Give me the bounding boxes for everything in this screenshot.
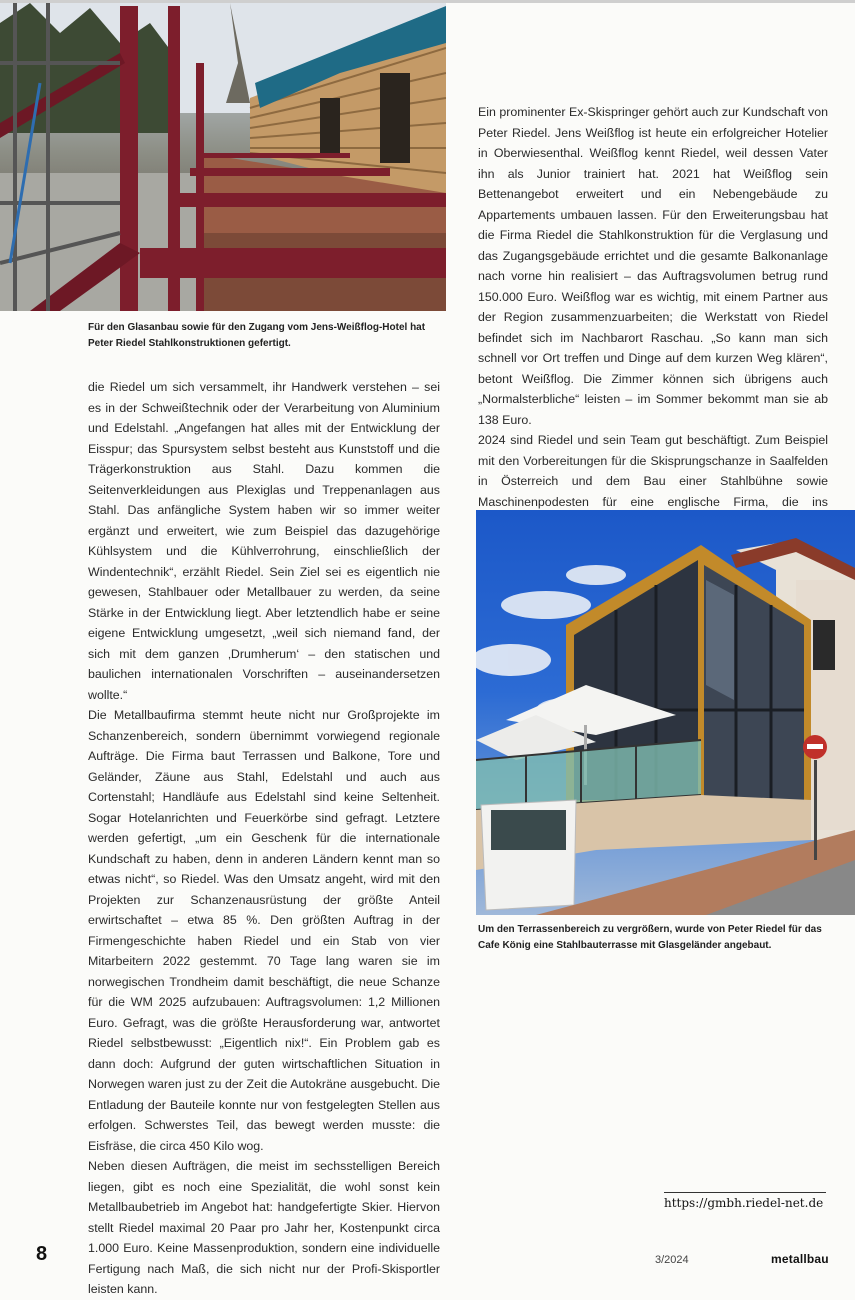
- url-rule: [664, 1192, 826, 1193]
- photo2-caption: Um den Terrassenbereich zu vergrößern, wurde von Peter Riedel für das Cafe König eine Stahlbauterrasse mit Glasgeländer angebaut.: [478, 924, 822, 951]
- left-paragraph-2: Die Metallbaufirma stemmt heute nicht nur Großprojekte im Schanzenbereich, sondern übernimmt vorwiegend regionale Aufträge. Die Firma baut Terrassen und Balkone, Tore und Geländer, Zäune aus Stahl, Edelstahl und auch aus Cortenstahl; Handläufe aus Edelstahl sind keine Seltenheit. Sogar Hotelanrichten und Feuerkörbe sind gefragt. Letztere werden gefertigt, „um ein Geschenk für die internationale Kundschaft zu haben, denn in anderen Ländern kennt man so etwas nicht“, so Riedel. Was den Umsatz angeht, wird mit den Projekten zur Schanzenausrüstung der größte Anteil erwirtschaftet – etwa 85 %. Den größten Auftrag in der Firmengeschichte haben Riedel und ein Stab von vier Mitarbeitern 2022 gestemmt. 70 Tage lang waren sie im norwegischen Trondheim damit beschäftigt, die neue Schanze für die WM 2025 aufzubauen: Auftragsvolumen: 1,2 Millionen Euro. Gefragt, was die größte Herausforderung war, antwortet Riedel selbstbewusst: „Eigentlich nix!“. Ein Problem gab es dann doch: Aufgrund der guten wirtschaftlichen Situation in Norwegen waren just zu der Zeit die Autokräne ausgebucht. Die Entladung der Bauteile konnte nur von festgelegten Stellen aus erfolgen. Schwerstes Teil, das bewegt werden musste: die Eisfräse, die circa 450 Kilo wog.: [88, 708, 440, 1153]
- article-left-column: [88, 377, 440, 1300]
- issue-number: 3/2024: [655, 1254, 689, 1266]
- magazine-brand: metallbau: [771, 1252, 829, 1266]
- right-paragraph-2: 2024 sind Riedel und sein Team gut beschäftigt. Zum Beispiel mit den Vorbereitungen für die Skisprungschanze in Saalfelden in Österreich und dem Bau einer Stahlbühne sowie Maschinenpodesten für eine englische Firma, die ins: [478, 433, 828, 509]
- page-number: 8: [36, 1243, 48, 1265]
- company-website-link[interactable]: https://gmbh.riedel-net.de: [664, 1196, 824, 1210]
- building-photo: [476, 510, 855, 915]
- building-photo-icon: [476, 510, 855, 915]
- left-paragraph-1: die Riedel um sich versammelt, ihr Handwerk verstehen – sei es in der Schweißtechnik oder der Verarbeitung von Aluminium und Edelstahl. „Angefangen hat alles mit der Entwicklung der Eisspur; das Spursystem selbst besteht aus Kunststoff und die Trägerkonstruktion aus Stahl. Dazu kommen die Seitenverkleidungen aus Plexiglas und Treppenanlagen aus Stahl. Das anfängliche System haben wir so immer weiter ergänzt und erweitert, wie zum Beispiel das dazugehörige Kühlsystem und die Kühlverrohrung, einschließlich der Windentechnik“, erzählt Riedel. Sein Ziel sei es eigentlich nie gewesen, Stahlbauer oder Metallbauer zu werden, da seine Stärke in der Entwicklung liegt. Aber letztendlich habe er seine eigene Entwicklung umgesetzt, „weil sich niemand fand, der sich mit dem ganzen ‚Drumherum‘ – den statischen und baulichen internationalen Vorschriften – auseinandersetzen wollte.“: [88, 380, 440, 702]
- right-paragraph-1: Ein prominenter Ex-Skispringer gehört auch zur Kundschaft von Peter Riedel. Jens Weißflog ist heute ein erfolgreicher Hotelier in Oberwiesenthal. Weißflog kennt Riedel, weil dessen Vater ihn als Junior trainiert hat. 2021 hat Weißflog sein Bettenangebot erweitert und ein Nebengebäude zu Appartements umbauen lassen. Für den Erweiterungsbau hat die Firma Riedel die Stahlkonstruktion für die Verglasung und das Zugangsgebäude errichtet und die gesamte Balkonanlage nach vorne hin realisiert – das Auftragsvolumen betrug rund 150.000 Euro. Weißflog war es wichtig, mit einem Partner aus der Region zusammenzuarbeiten; die Werkstatt von Riedel befindet sich im Nachbarort Raschau. „So kann man sich schnell vor Ort treffen und Dinge auf dem kurzen Weg klären“, betont Weißflog. Die Zimmer können sich übrigens auch „Normalsterbliche“ leisten – im Sommer bekommt man sie ab 138 Euro.: [478, 105, 828, 427]
- photo1-caption: Für den Glasanbau sowie für den Zugang vom Jens-Weißflog-Hotel hat Peter Riedel Stahlkonstruktionen gefertigt.: [88, 322, 426, 349]
- left-paragraph-3: Neben diesen Aufträgen, die meist im sechsstelligen Bereich liegen, gibt es noch eine Spezialität, die wohl sonst kein Metallbaubetrieb im Angebot hat: handgefertigte Skier. Hiervon stellt Riedel maximal 20 Paar pro Jahr her, Kostenpunkt circa 1.000 Euro. Keine Massenproduktion, sondern eine individuelle Fertigung nach Maß, die sich nicht nur der Profi-Skisportler leisten kann.: [88, 1159, 440, 1296]
- construction-photo: [0, 3, 446, 311]
- construction-photo-icon: [0, 3, 446, 311]
- article-right-column: [478, 102, 828, 553]
